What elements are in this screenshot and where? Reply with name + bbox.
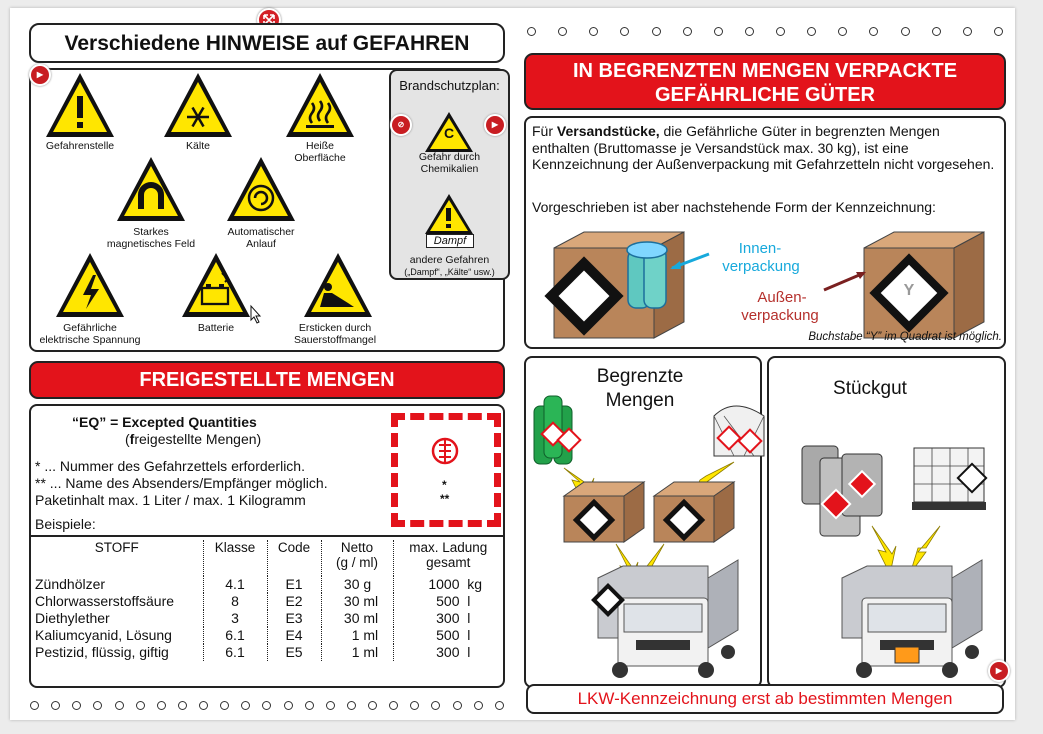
freigestellt-title: FREIGESTELLTE MENGEN	[29, 361, 505, 399]
examples-table	[31, 540, 503, 661]
begrenzte-title-2: Mengen	[605, 390, 675, 411]
cold-sign	[164, 73, 232, 137]
cell-stoff: Chlorwasserstoffsäure	[35, 593, 175, 609]
hazards-title: Verschiedene HINWEISE auf GEFAHREN	[64, 32, 470, 55]
cell-code: E5	[267, 644, 321, 661]
hot-surface-sign	[286, 73, 354, 137]
truck-right	[842, 560, 982, 678]
video-icon[interactable]: ▶	[988, 660, 1010, 682]
perforation-bottom-left	[30, 701, 504, 710]
label-kaelte: Kälte	[186, 140, 210, 152]
label-heisse: Heiße	[305, 140, 334, 152]
attachment-icon[interactable]: ⊘	[390, 114, 412, 136]
cell-stoff: Pestizid, flüssig, giftig	[35, 644, 169, 660]
limited-text-2: Vorgeschrieben ist aber nachstehende Form der Kennzeichnung:	[532, 199, 936, 215]
chemical-bags	[714, 406, 764, 456]
label-starkes: Starkes	[133, 226, 169, 238]
table-top-rule	[30, 535, 504, 537]
inner-packaging	[627, 242, 667, 308]
label-gefahr-durch: Gefahr durch	[418, 151, 481, 163]
packaging-illustration	[524, 218, 1006, 348]
dampf-label: Dampf	[426, 234, 474, 248]
magnetic-field-sign	[117, 157, 185, 221]
general-danger-sign	[46, 73, 114, 137]
label-sauerstoffmangel: Sauerstoffmangel	[293, 334, 377, 346]
label-dampf-kaelte: („Dampf“, „Kälte“ usw.)	[404, 267, 495, 277]
table-row	[31, 610, 503, 627]
eq-mark-star: *	[442, 478, 447, 492]
table-header-row	[31, 540, 503, 576]
cell-netto: 30 ml	[321, 610, 393, 627]
label-oberflaeche: Oberfläche	[294, 152, 346, 164]
ibc-container	[912, 448, 986, 510]
table-row	[31, 644, 503, 661]
outer-label-2: verpackung	[741, 307, 819, 324]
perforation-top-right	[527, 27, 1003, 36]
note-3: Paketinhalt max. 1 Liter / max. 1 Kilogramm	[35, 492, 306, 508]
cell-code: E1	[267, 576, 321, 593]
limited-title-line-1: IN BEGRENZTEN MENGEN VERPACKTE	[572, 60, 958, 82]
eq-mark	[391, 413, 501, 527]
label-gefaehrliche: Gefährliche	[63, 322, 117, 334]
label-chemikalien: Chemikalien	[420, 163, 479, 175]
limited-title	[524, 53, 1006, 110]
gas-cylinders	[534, 396, 580, 464]
cell-code: E4	[267, 627, 321, 644]
video-icon[interactable]: ▶	[484, 114, 506, 136]
mouse-cursor	[251, 306, 260, 323]
cell-klasse: 4.1	[203, 576, 267, 593]
chemical-letter: C	[443, 125, 455, 141]
label-ersticken: Ersticken durch	[298, 322, 372, 334]
y-letter: Y	[903, 282, 915, 299]
cell-code: E2	[267, 593, 321, 610]
battery-sign	[182, 253, 250, 317]
eq-title: “EQ” = Excepted Quantities	[72, 414, 257, 430]
header-stoff: STOFF	[94, 540, 139, 555]
poster-sheet	[10, 8, 1015, 720]
label-anlauf: Anlauf	[246, 238, 276, 250]
note-1: * ... Nummer des Gefahrzettels erforderlich.	[35, 458, 305, 474]
cell-klasse: 3	[203, 610, 267, 627]
cell-ladung: 300 l	[393, 610, 503, 627]
cell-klasse: 6.1	[203, 627, 267, 644]
note-2: ** ... Name des Absenders/Empfänger möglich.	[35, 475, 328, 491]
table-row	[31, 576, 503, 593]
cell-ladung: 500 l	[393, 593, 503, 610]
begrenzte-title-1: Begrenzte	[596, 366, 684, 387]
label-batterie: Batterie	[197, 322, 235, 334]
note-4: Beispiele:	[35, 516, 96, 532]
cell-stoff: Diethylether	[35, 610, 110, 626]
cell-stoff: Kaliumcyanid, Lösung	[35, 627, 172, 643]
label-magnetisches-feld: magnetisches Feld	[106, 238, 196, 250]
truck-left	[591, 560, 738, 678]
cell-ladung: 1000 kg	[393, 576, 503, 593]
label-andere-gefahren: andere Gefahren	[409, 254, 490, 266]
header-netto: Netto (g / ml)	[321, 540, 393, 576]
lkw-footer: LKW-Kennzeichnung erst ab bestimmten Mengen	[526, 684, 1004, 714]
cell-stoff: Zündhölzer	[35, 576, 106, 592]
table-row	[31, 627, 503, 644]
cell-code: E3	[267, 610, 321, 627]
limited-title-line-2: GEFÄHRLICHE GÜTER	[655, 84, 875, 106]
header-klasse: Klasse	[203, 540, 267, 576]
header-code: Code	[267, 540, 321, 576]
electric-voltage-sign	[56, 253, 124, 317]
eq-mark-dstar: **	[440, 492, 450, 506]
inner-label-2: verpackung	[722, 258, 800, 275]
eq-hazard-symbol	[430, 436, 460, 466]
cell-klasse: 6.1	[203, 644, 267, 661]
cell-netto: 30 ml	[321, 593, 393, 610]
y-note: Buchstabe “Y” im Quadrat ist möglich.	[808, 331, 1002, 343]
cell-netto: 1 ml	[321, 627, 393, 644]
asphyxiation-sign	[304, 253, 372, 317]
limited-text: Für Versandstücke, die Gefährliche Güter in begrenzten Mengen enthalten (Bruttomasse je Versandstück max. 30 kg), ist eine Kennzeichnung der Außenverpackung mit Gefahrzetteln nicht vorgesehen.	[532, 123, 995, 172]
eq-subtitle: (freigestellte Mengen)	[125, 431, 262, 447]
cell-ladung: 300 l	[393, 644, 503, 661]
table-row	[31, 593, 503, 610]
cell-netto: 30 g	[321, 576, 393, 593]
drums	[802, 446, 882, 536]
cell-ladung: 500 l	[393, 627, 503, 644]
transport-illustration	[524, 356, 1006, 688]
label-gefahrenstelle: Gefahrenstelle	[45, 140, 115, 152]
label-elektrische-spannung: elektrische Spannung	[39, 334, 141, 346]
label-automatischer: Automatischer	[227, 226, 295, 238]
brandschutzplan-title: Brandschutzplan:	[399, 78, 500, 93]
outer-label-1: Außen-	[757, 289, 807, 306]
stueckgut-title: Stückgut	[833, 378, 907, 399]
video-icon[interactable]: ▶	[29, 64, 51, 86]
cell-netto: 1 ml	[321, 644, 393, 661]
inner-label-1: Innen-	[738, 240, 782, 257]
header-ladung: max. Ladung gesamt	[393, 540, 503, 576]
automatic-start-sign	[227, 157, 295, 221]
cell-klasse: 8	[203, 593, 267, 610]
